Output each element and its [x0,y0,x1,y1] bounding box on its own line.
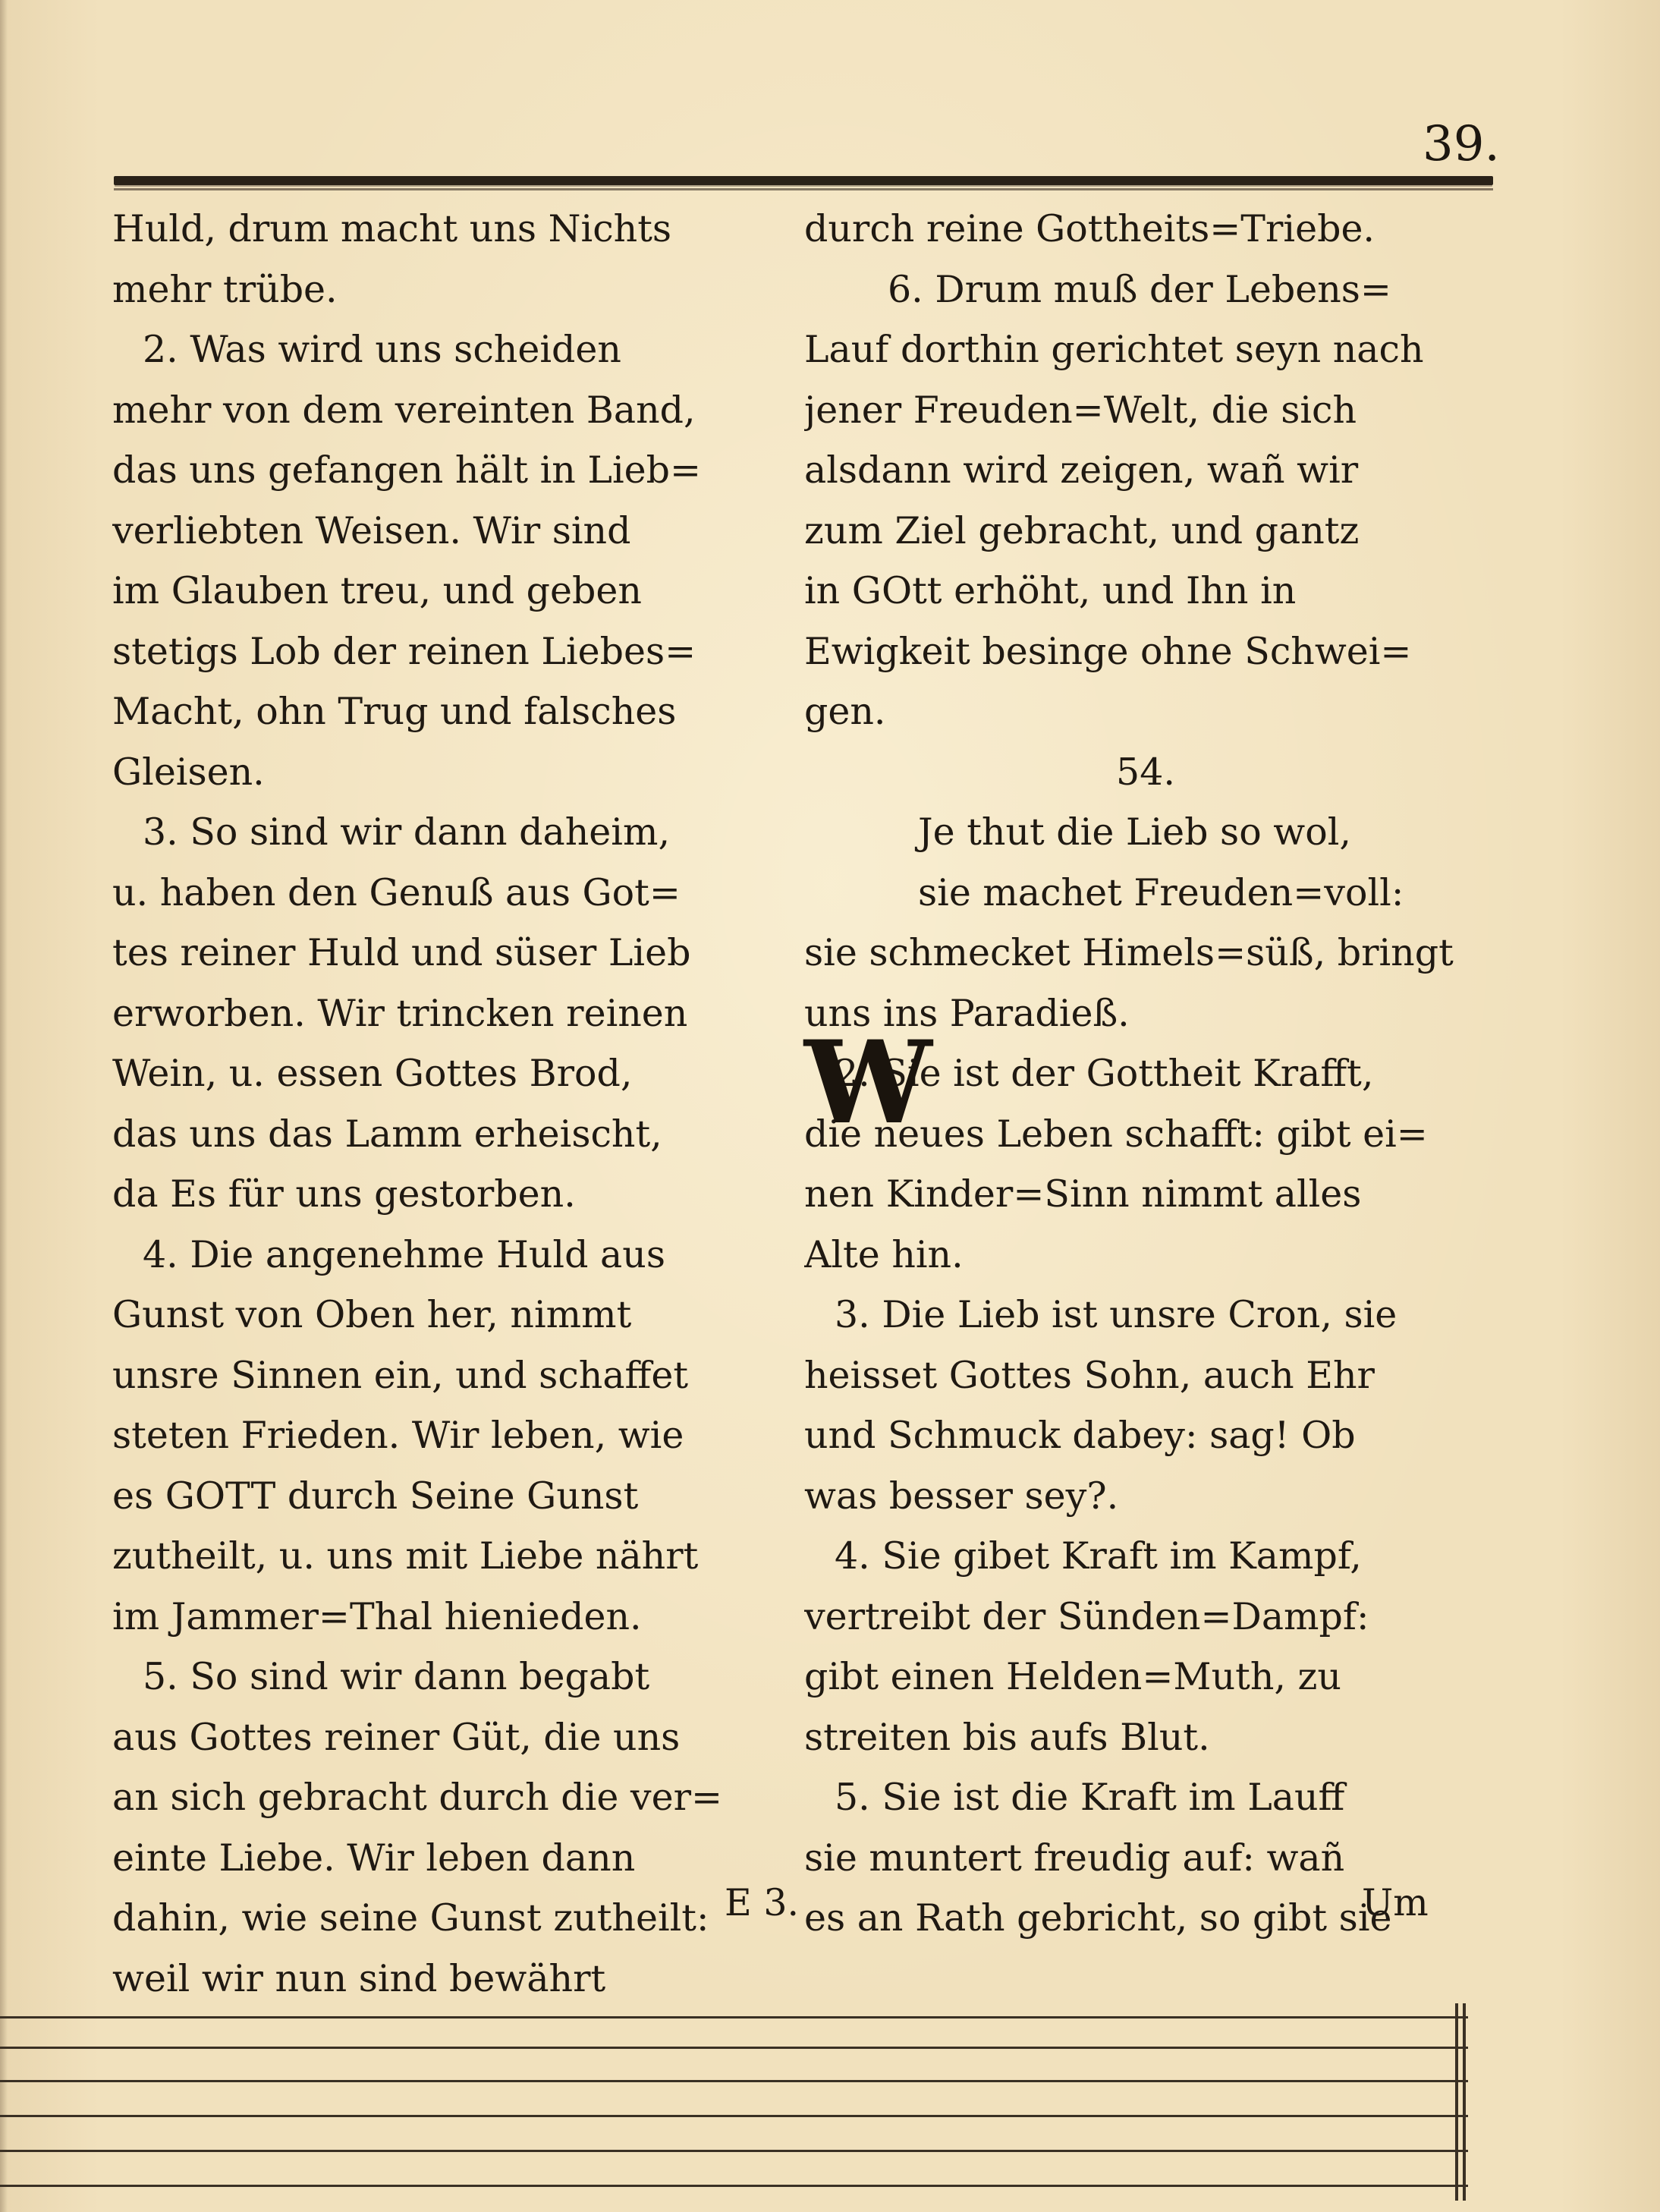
text-line: gen. [804,690,886,733]
text-line: einte Liebe. Wir leben dann [112,1836,636,1880]
text-line: an sich gebracht durch die ver= [112,1776,723,1819]
text-line: 5. Sie ist die Kraft im Lauff [835,1776,1345,1819]
text-line: 3. Die Lieb ist unsre Cron, sie [835,1293,1397,1336]
text-line: Huld, drum macht uns Nichts [112,207,672,250]
page-number: 39. [1423,116,1500,172]
text-line: weil wir nun sind bewährt [112,1956,606,2000]
text-line: sie schmecket Himels=süß, bringt [804,931,1454,974]
text-line: zutheilt, u. uns mit Liebe nährt [112,1534,699,1578]
text-line: was besser sey?. [804,1474,1119,1518]
hymn-number: 54. [1116,750,1175,794]
text-line: die neues Leben schafft: gibt ei= [804,1112,1428,1156]
text-line: jener Freuden=Welt, die sich [804,388,1357,432]
text-line: Ewigkeit besinge ohne Schwei= [804,629,1412,673]
text-line: mehr trübe. [112,267,338,311]
text-line: im Jammer=Thal hienieden. [112,1594,642,1638]
text-line: steten Frieden. Wir leben, wie [112,1414,684,1457]
text-line: unsre Sinnen ein, und schaffet [112,1353,689,1397]
header-rule [114,176,1493,185]
text-line: 3. So sind wir dann daheim, [143,810,671,854]
text-line: streiten bis aufs Blut. [804,1715,1210,1759]
text-line: da Es für uns gestorben. [112,1172,576,1216]
text-line: und Schmuck dabey: sag! Ob [804,1414,1356,1457]
text-line: 6. Drum muß der Lebens= [888,267,1391,311]
text-line: mehr von dem vereinten Band, [112,388,696,432]
text-line: erworben. Wir trincken reinen [112,991,688,1035]
text-line: tes reiner Huld und süser Lieb [112,931,691,974]
text-line: zum Ziel gebracht, und gantz [804,508,1360,552]
text-line: vertreibt der Sünden=Dampf: [804,1594,1369,1638]
text-line: alsdann wird zeigen, wañ wir [804,448,1359,492]
text-line: im Glauben treu, und geben [112,569,642,612]
text-line: das uns das Lamm erheischt, [112,1112,662,1156]
text-line: Alte hin. [804,1232,964,1276]
staff-barline [1463,2003,1466,2201]
text-line: Macht, ohn Trug und falsches [112,690,677,733]
text-line: stetigs Lob der reinen Liebes= [112,629,696,673]
text-line: Je thut die Lieb so wol, [918,810,1351,854]
staff-barline [1455,2003,1458,2201]
text-line: Gleisen. [112,750,265,794]
text-line: durch reine Gottheits=Triebe. [804,207,1375,250]
text-line: 4. Sie gibet Kraft im Kampf, [835,1534,1362,1578]
left-column [112,199,780,2009]
text-line: Gunst von Oben her, nimmt [112,1293,632,1336]
text-line: nen Kinder=Sinn nimmt alles [804,1172,1362,1216]
catchword: Um [1362,1881,1429,1924]
text-line: das uns gefangen hält in Lieb= [112,448,702,492]
text-line: Wein, u. essen Gottes Brod, [112,1052,633,1095]
signature-mark: E 3. [725,1881,800,1924]
text-line: es an Rath gebricht, so gibt sie [804,1896,1392,1940]
text-line: dahin, wie seine Gunst zutheilt: [112,1896,709,1940]
text-line: u. haben den Genuß aus Got= [112,870,681,914]
text-line: heisset Gottes Sohn, auch Ehr [804,1353,1375,1397]
page-gutter-shadow [0,0,8,2212]
text-line: uns ins Paradieß. [804,991,1130,1035]
text-line: 5. So sind wir dann begabt [143,1655,650,1698]
text-line: 2. Sie ist der Gottheit Krafft, [835,1052,1374,1095]
music-staff [0,2015,1468,2189]
text-line: sie muntert freudig auf: wañ [804,1836,1345,1880]
text-line: Lauf dorthin gerichtet seyn nach [804,328,1424,371]
right-column [804,199,1487,1949]
text-line: gibt einen Helden=Muth, zu [804,1655,1341,1698]
text-line: 2. Was wird uns scheiden [143,328,621,371]
text-line: in GOtt erhöht, und Ihn in [804,569,1297,612]
text-line: aus Gottes reiner Güt, die uns [112,1715,681,1759]
drop-cap: W [804,1016,932,1150]
text-line: sie machet Freuden=voll: [918,870,1404,914]
text-line: verliebten Weisen. Wir sind [112,508,631,552]
text-line: es GOTT durch Seine Gunst [112,1474,639,1518]
text-line: 4. Die angenehme Huld aus [143,1232,665,1276]
